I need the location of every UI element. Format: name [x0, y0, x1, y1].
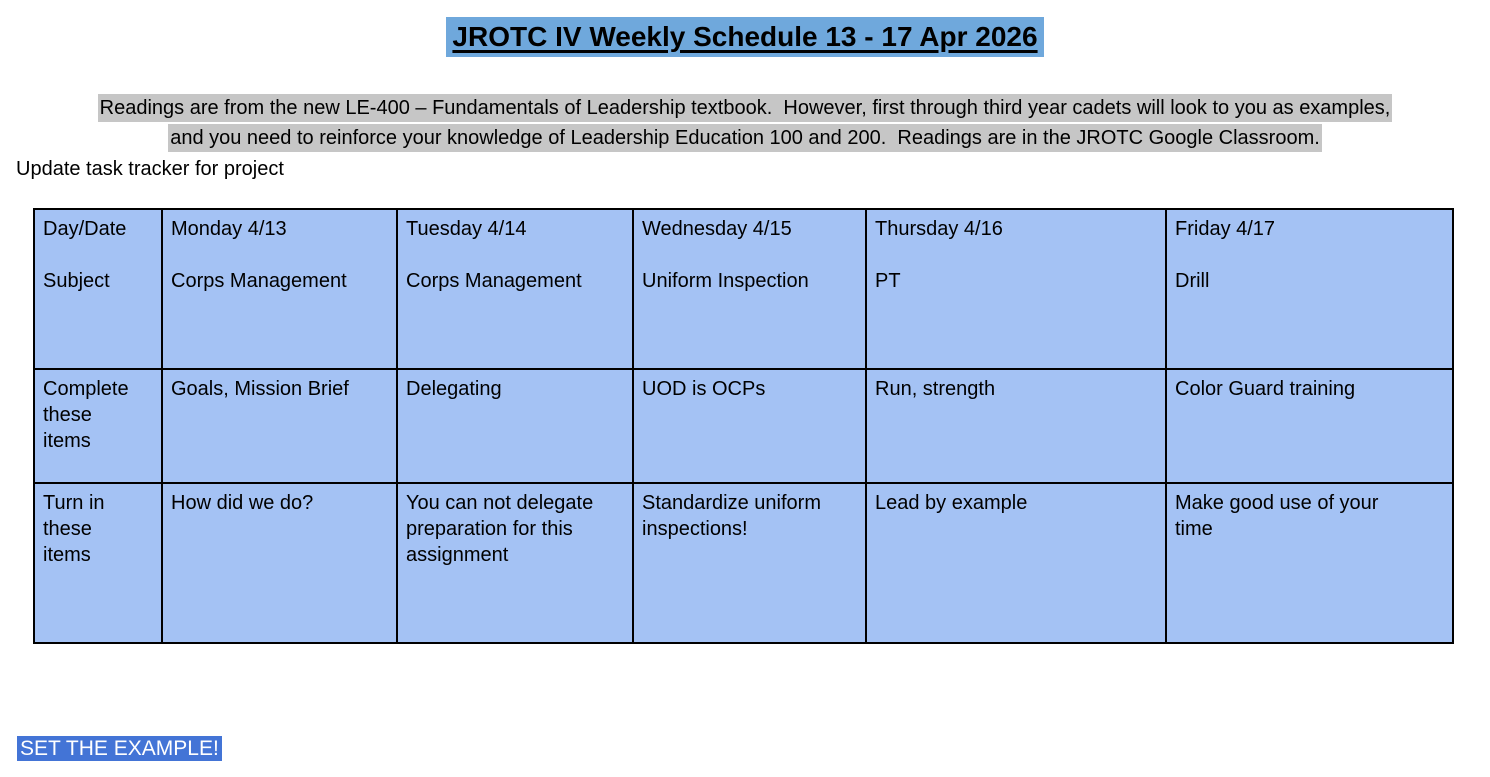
- task-note: Update task tracker for project: [16, 158, 284, 180]
- cell-text: Goals, Mission Brief: [171, 378, 349, 400]
- table-cell: [1166, 483, 1453, 643]
- table-cell-thursday: [866, 209, 1166, 369]
- day-subject: Drill: [1175, 270, 1210, 292]
- table-cell-monday: [162, 209, 397, 369]
- cell-text: Make good use of your time: [1175, 492, 1385, 540]
- table-cell: [633, 369, 866, 483]
- cell-text: UOD is OCPs: [642, 378, 766, 400]
- day-subject: Corps Management: [171, 270, 347, 292]
- day-date: Friday 4/17: [1175, 218, 1276, 240]
- day-date: Wednesday 4/15: [642, 218, 792, 240]
- table-cell: [34, 369, 162, 483]
- day-subject: Corps Management: [406, 270, 582, 292]
- cell-text: Color Guard training: [1175, 378, 1356, 400]
- table-cell: [397, 483, 633, 643]
- cell-text: Delegating: [406, 378, 502, 400]
- intro-line-2: and you need to reinforce your knowledge of Leadership Education 100 and 200. Readings are in the JROTC Google Classroom.: [168, 124, 1322, 152]
- table-cell-daydate-subject: [34, 209, 162, 369]
- cell-text: Run, strength: [875, 378, 996, 400]
- table-cell-wednesday: [633, 209, 866, 369]
- table-row-header: [34, 209, 1453, 369]
- table-cell: [866, 369, 1166, 483]
- page-title: JROTC IV Weekly Schedule 13 - 17 Apr 2026: [446, 17, 1043, 57]
- cell-text: You can not delegate preparation for this assignment: [406, 492, 599, 566]
- day-date: Monday 4/13: [171, 218, 287, 240]
- table-cell: [162, 483, 397, 643]
- day-subject: PT: [875, 270, 901, 292]
- row-label: Subject: [43, 270, 110, 292]
- table-cell-tuesday: [397, 209, 633, 369]
- table-cell: [34, 483, 162, 643]
- table-cell: [866, 483, 1166, 643]
- table-cell-friday: [1166, 209, 1453, 369]
- table-row-turn-in-items: [34, 483, 1453, 643]
- cell-text: Lead by example: [875, 492, 1028, 514]
- footer-selected-text: SET THE EXAMPLE!: [17, 736, 222, 761]
- footer-row: [17, 736, 222, 761]
- row-label: Day/Date: [43, 218, 127, 240]
- table-cell: [1166, 369, 1453, 483]
- table-row-complete-items: [34, 369, 1453, 483]
- day-date: Thursday 4/16: [875, 218, 1003, 240]
- weekly-schedule-table: [33, 208, 1454, 644]
- intro-line-1: Readings are from the new LE-400 – Fundamentals of Leadership textbook. However, first through third year cadets will look to you as examples,: [98, 94, 1393, 122]
- table-cell: [162, 369, 397, 483]
- row-label: Turn in these items: [43, 492, 111, 566]
- day-subject: Uniform Inspection: [642, 270, 809, 292]
- document-title-row: [0, 17, 1490, 57]
- cell-text: How did we do?: [171, 492, 314, 514]
- table-cell: [633, 483, 866, 643]
- day-date: Tuesday 4/14: [406, 218, 527, 240]
- cell-text: Standardize uniform inspections!: [642, 492, 827, 540]
- row-label: Complete these items: [43, 378, 135, 452]
- table-cell: [397, 369, 633, 483]
- intro-paragraph: [0, 93, 1490, 153]
